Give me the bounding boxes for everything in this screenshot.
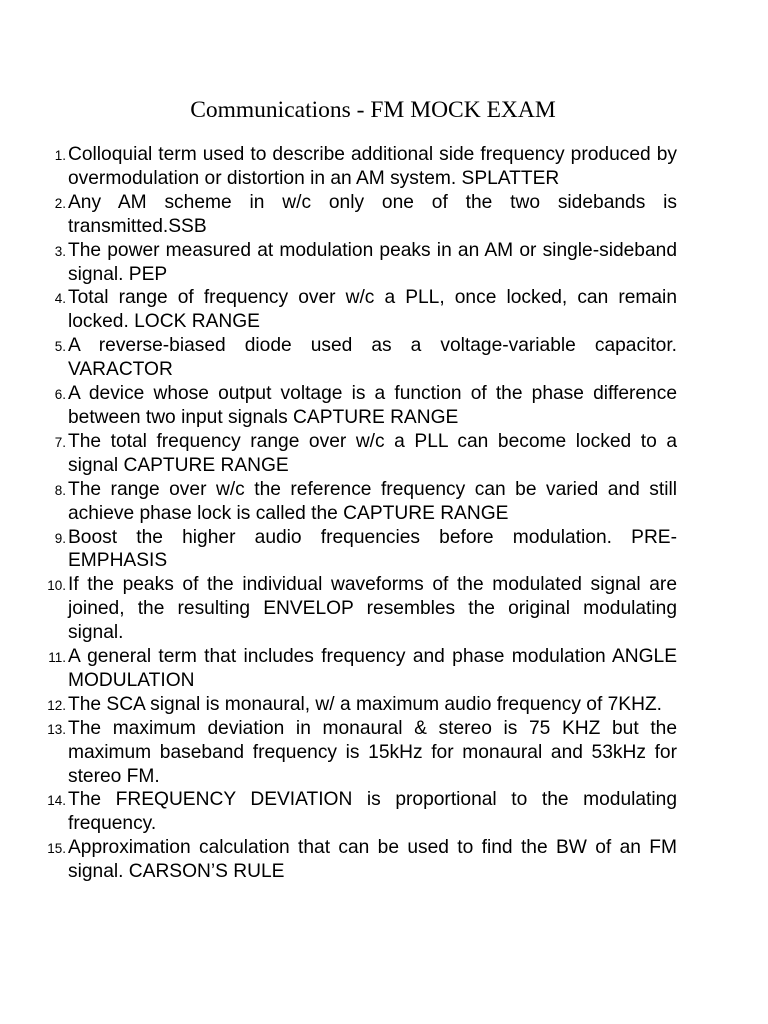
- item-text: If the peaks of the individual waveforms of the modulated signal are joined, the resulting ENVELOP resembles the original modulating signal.: [68, 574, 677, 644]
- item-number: 1.: [54, 148, 66, 163]
- item-number: 4.: [54, 291, 66, 307]
- item-number: 3.: [54, 243, 66, 259]
- item-text: The total frequency range over w/c a PLL can become locked to a signal CAPTURE RANGE: [68, 430, 677, 476]
- list-item: [40, 573, 677, 645]
- item-text: Approximation calculation that can be used to find the BW of an FM signal. CARSON’S RULE: [68, 837, 677, 883]
- item-text: The range over w/c the reference frequency can be varied and still achieve phase lock is called the CAPTURE RANGE: [68, 478, 677, 524]
- item-text: The power measured at modulation peaks in an AM or single-sideband signal. PEP: [68, 239, 677, 285]
- item-number: 5.: [54, 339, 66, 355]
- list-item: [40, 526, 677, 574]
- item-number: 6.: [54, 387, 66, 403]
- item-text: A reverse-biased diode used as a voltage-variable capacitor. VARACTOR: [68, 335, 677, 381]
- item-text: The maximum deviation in monaural & stereo is 75 KHZ but the maximum baseband frequency is 15kHz for monaural and 53kHz for stereo FM.: [68, 717, 677, 787]
- list-item: [40, 334, 677, 382]
- item-number: 2.: [54, 195, 66, 211]
- list-item: [40, 382, 677, 430]
- list-item: [40, 478, 677, 526]
- item-text: Boost the higher audio frequencies before modulation. PRE-EMPHASIS: [68, 526, 677, 572]
- item-number: 12.: [47, 697, 66, 713]
- item-number: 9.: [54, 530, 66, 546]
- list-item: [40, 191, 677, 239]
- item-text: Any AM scheme in w/c only one of the two sidebands is transmitted.SSB: [68, 191, 677, 237]
- list-item: [40, 430, 677, 478]
- list-item: [40, 645, 677, 693]
- question-list: [40, 143, 677, 884]
- list-item: [40, 717, 677, 789]
- item-text: Total range of frequency over w/c a PLL, once locked, can remain locked. LOCK RANGE: [68, 287, 677, 333]
- item-text: Colloquial term used to describe additional side frequency produced by overmodulation or distortion in an AM system. SPLATTER: [68, 144, 677, 189]
- item-text: A device whose output voltage is a function of the phase difference between two input signals CAPTURE RANGE: [68, 383, 677, 428]
- item-text: The SCA signal is monaural, w/ a maximum audio frequency of 7KHZ.: [68, 693, 663, 715]
- list-item: [40, 286, 677, 334]
- item-number: 15.: [47, 841, 66, 857]
- list-item: [40, 239, 677, 287]
- item-number: 10.: [47, 578, 66, 594]
- list-item: [40, 143, 677, 191]
- item-text: A general term that includes frequency and phase modulation ANGLE MODULATION: [68, 646, 677, 691]
- document-title: Communications - FM MOCK EXAM: [190, 97, 556, 123]
- list-item: [40, 693, 677, 717]
- item-number: 11.: [48, 650, 66, 666]
- item-number: 7.: [54, 434, 66, 450]
- item-number: 14.: [47, 793, 66, 809]
- list-item: [40, 836, 677, 884]
- item-text: The FREQUENCY DEVIATION is proportional to the modulating frequency.: [68, 789, 677, 835]
- item-number: 13.: [47, 721, 66, 737]
- item-number: 8.: [54, 482, 66, 498]
- list-item: [40, 788, 677, 836]
